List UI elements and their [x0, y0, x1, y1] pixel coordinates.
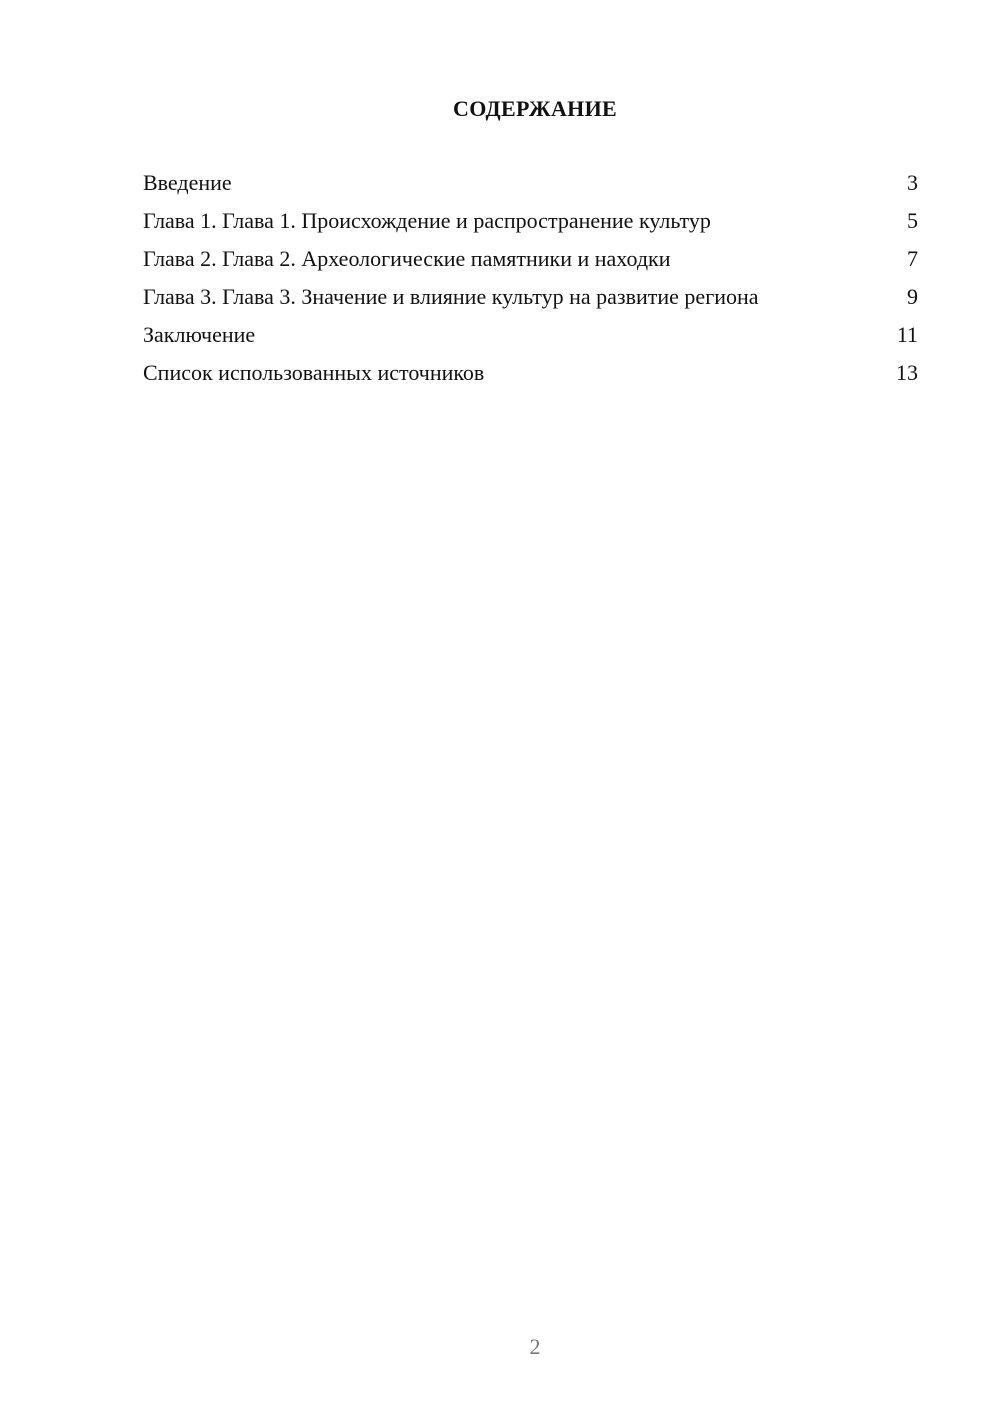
toc-entry-page: 3 — [907, 170, 918, 195]
toc-entry-label: Введение — [143, 170, 232, 195]
toc-entry-page: 7 — [907, 246, 918, 271]
toc-entry-label: Список использованных источников — [143, 360, 485, 385]
toc-entry-label: Заключение — [143, 322, 256, 347]
toc-entry-chapter-2 — [143, 246, 918, 272]
toc-entry-chapter-3 — [143, 284, 918, 310]
toc-entry-references — [143, 360, 918, 386]
toc-entry-label: Глава 3. Глава 3. Значение и влияние культур на развитие региона — [143, 284, 759, 309]
toc-entry-label: Глава 1. Глава 1. Происхождение и распространение культур — [143, 208, 711, 233]
table-of-contents — [143, 170, 918, 398]
toc-entry-introduction — [143, 170, 918, 196]
toc-entry-page: 9 — [907, 284, 918, 309]
toc-entry-page: 11 — [896, 322, 918, 347]
toc-entry-page: 13 — [896, 360, 918, 385]
page-number: 2 — [529, 1334, 541, 1359]
page-title: СОДЕРЖАНИЕ — [453, 96, 617, 121]
toc-entry-chapter-1 — [143, 208, 918, 234]
toc-entry-conclusion — [143, 322, 918, 348]
toc-entry-page: 5 — [907, 208, 918, 233]
toc-entry-label: Глава 2. Глава 2. Археологические памятники и находки — [143, 246, 671, 271]
